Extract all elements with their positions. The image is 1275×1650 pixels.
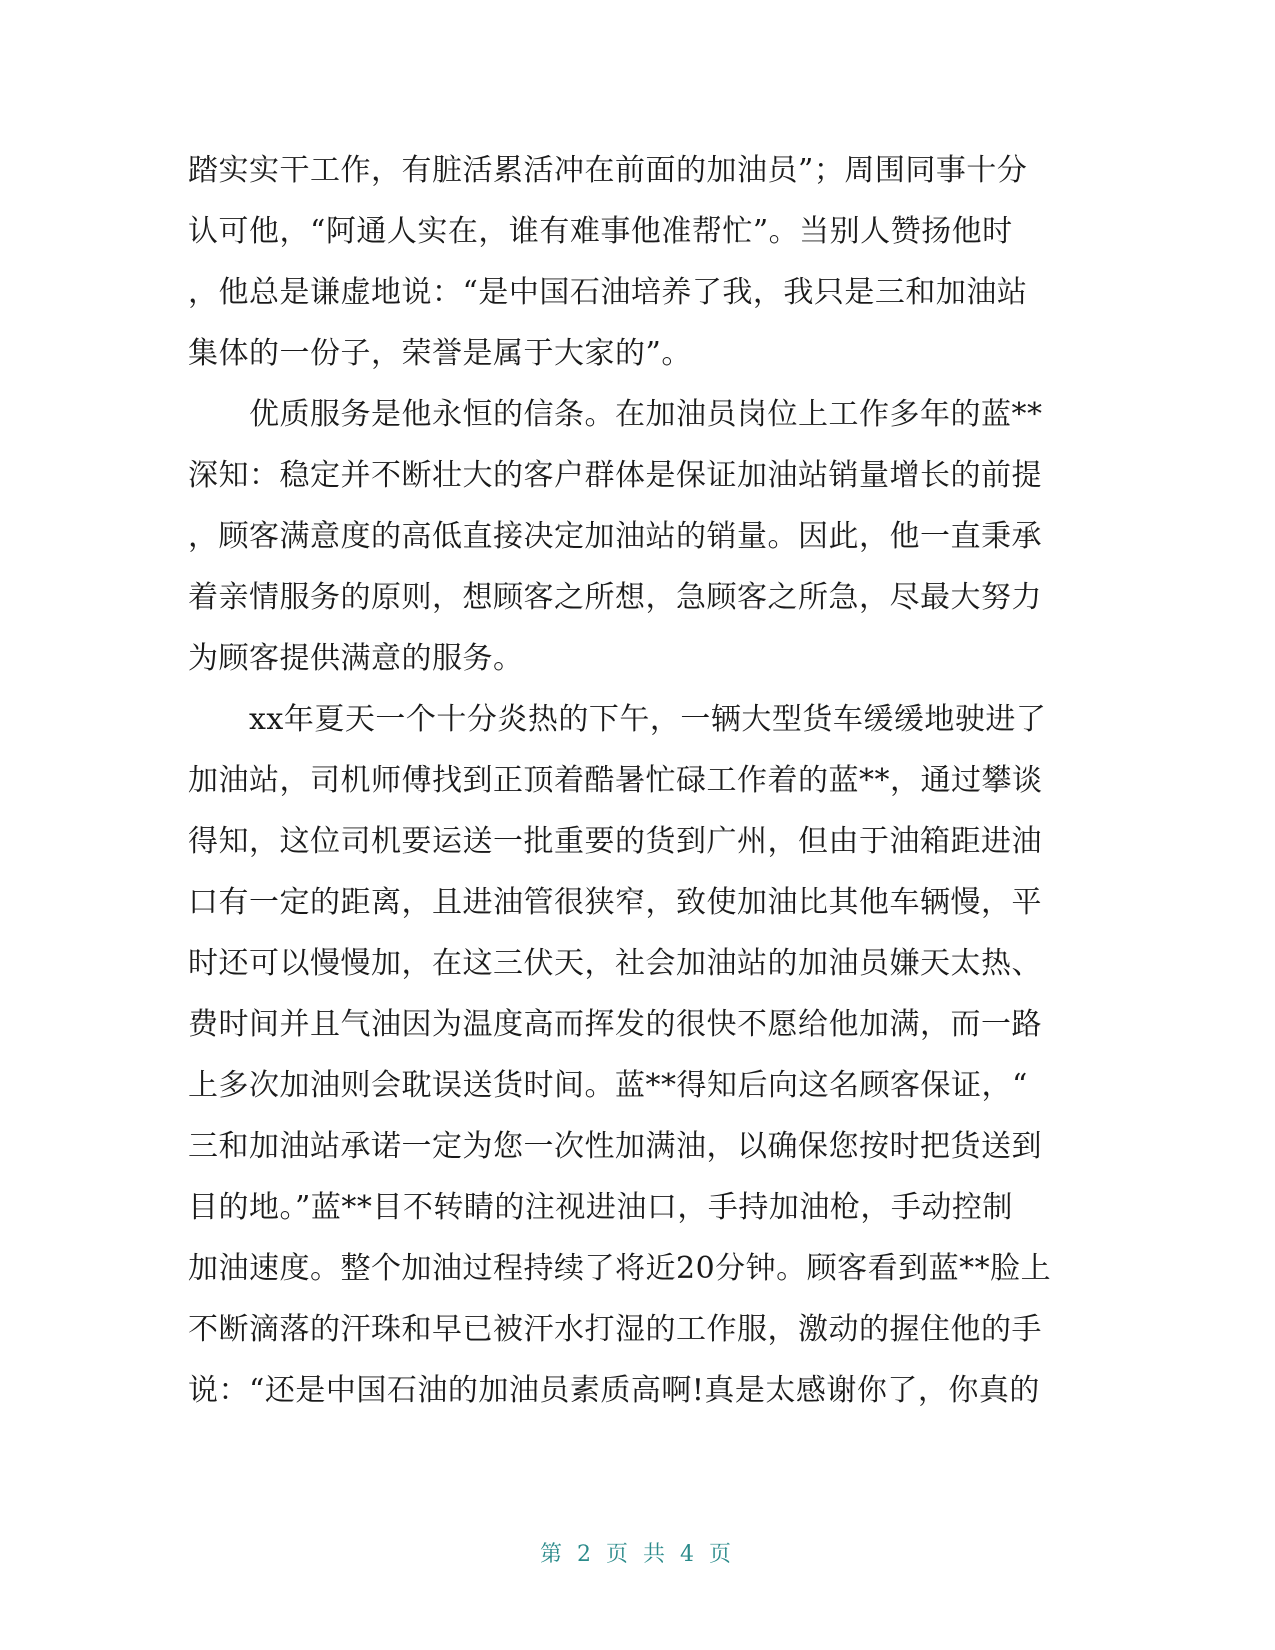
- text-line: 加油站，司机师傅找到正顶着酷暑忙碌工作着的蓝**，通过攀谈: [188, 763, 1043, 798]
- text-line: xx年夏天一个十分炎热的下午，一辆大型货车缓缓地驶进了: [188, 702, 1047, 737]
- text-line: 时还可以慢慢加，在这三伏天，社会加油站的加油员嫌天太热、: [188, 946, 1042, 981]
- text-line: 目的地。”蓝**目不转睛的注视进油口，手持加油枪，手动控制: [188, 1190, 1013, 1225]
- text-line: 深知：稳定并不断壮大的客户群体是保证加油站销量增长的前提: [188, 458, 1042, 493]
- document-body: [188, 140, 1088, 1421]
- text-line: 踏实实干工作，有脏活累活冲在前面的加油员”；周围同事十分: [188, 153, 1028, 188]
- text-line: 着亲情服务的原则，想顾客之所想，急顾客之所急，尽最大努力: [188, 580, 1042, 615]
- text-line: 集体的一份子，荣誉是属于大家的”。: [188, 336, 692, 371]
- text-line: 认可他，“阿通人实在，谁有难事他准帮忙”。当别人赞扬他时: [188, 214, 1013, 249]
- text-line: 优质服务是他永恒的信条。在加油员岗位上工作多年的蓝**: [188, 397, 1043, 432]
- text-line: 不断滴落的汗珠和早已被汗水打湿的工作服，激动的握住他的手: [188, 1312, 1042, 1347]
- text-line: 上多次加油则会耽误送货时间。蓝**得知后向这名顾客保证，“: [188, 1068, 1028, 1103]
- text-line: 三和加油站承诺一定为您一次性加满油，以确保您按时把货送到: [188, 1129, 1042, 1164]
- text-line: 费时间并且气油因为温度高而挥发的很快不愿给他加满，而一路: [188, 1007, 1042, 1042]
- text-line: 说：“还是中国石油的加油员素质高啊!真是太感谢你了，你真的: [188, 1373, 1040, 1408]
- page-number-footer: 第 2 页 共 4 页: [540, 1542, 735, 1567]
- text-line: 加油速度。整个加油过程持续了将近20分钟。顾客看到蓝**脸上: [188, 1251, 1052, 1286]
- text-line: 为顾客提供满意的服务。: [188, 641, 524, 676]
- text-line: 得知，这位司机要运送一批重要的货到广州，但由于油箱距进油: [188, 824, 1042, 859]
- text-line: ，他总是谦虚地说：“是中国石油培养了我，我只是三和加油站: [188, 275, 1028, 310]
- text-line: ，顾客满意度的高低直接决定加油站的销量。因此，他一直秉承: [188, 519, 1042, 554]
- text-line: 口有一定的距离，且进油管很狭窄，致使加油比其他车辆慢，平: [188, 885, 1042, 920]
